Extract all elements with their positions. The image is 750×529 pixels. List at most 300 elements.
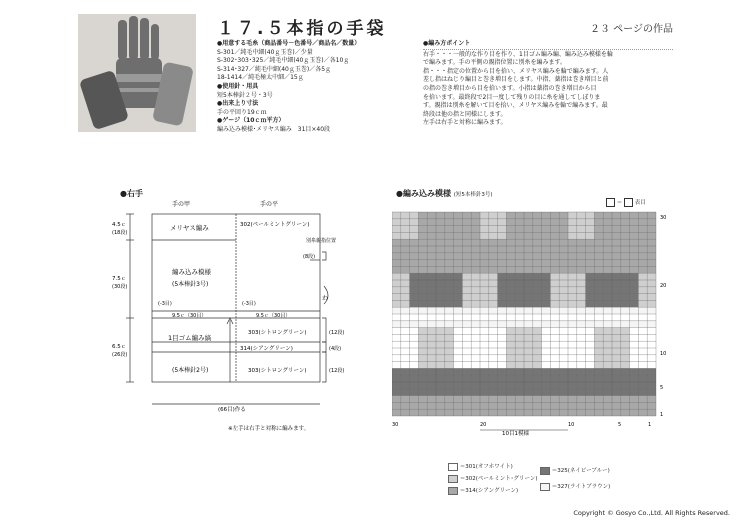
chart-cell [471,219,480,226]
needles-text: 短5本棒針２号・3号 [217,91,273,99]
chart-cell [647,300,656,307]
chart-cell [586,294,595,301]
chart-cell [445,409,454,416]
right-hand-heading: ●右手 [120,189,143,198]
chart-cell [489,294,498,301]
chart-cell [445,402,454,409]
chart-cell [427,334,436,341]
chart-cell [550,389,559,396]
chart-cell [586,389,595,396]
legend-label: ＝327(ライトブラウン) [551,484,611,490]
chart-cell [410,219,419,226]
chart-cell [427,266,436,273]
chart-cell [392,321,401,328]
chart-cell [612,328,621,335]
chart-cell [621,219,630,226]
chart-cell [638,348,647,355]
chart-cell [647,226,656,233]
chart-cell [436,232,445,239]
chart-cell [454,253,463,260]
chart-cell [621,232,630,239]
chart-cell [454,409,463,416]
chart-cell [480,260,489,267]
chart-cell [603,253,612,260]
chart-cell [392,362,401,369]
chart-cell [506,314,515,321]
chart-cell [454,396,463,403]
chart-cell [630,287,639,294]
chart-cell [498,396,507,403]
chart-cell [542,375,551,382]
chart-cell [621,266,630,273]
chart-cell [506,368,515,375]
chart-cell [436,246,445,253]
chart-cell [515,355,524,362]
chart-cell [533,368,542,375]
chart-cell [480,382,489,389]
chart-cell [436,368,445,375]
chart-cell [436,253,445,260]
chart-cell [550,239,559,246]
chart-cell [603,294,612,301]
chart-cell [506,355,515,362]
chart-cell [630,294,639,301]
chart-cell [489,300,498,307]
chart-cell [594,226,603,233]
chart-cell [621,328,630,335]
chart-cell [462,314,471,321]
chart-cell [506,253,515,260]
chart-cell [542,334,551,341]
chart-cell [647,409,656,416]
chart-cell [506,287,515,294]
chart-cell [436,294,445,301]
chart-cell [542,402,551,409]
chart-cell [647,273,656,280]
chart-cell [471,300,480,307]
chart-cell [489,226,498,233]
chart-cell [454,273,463,280]
chart-cell [498,307,507,314]
row-label: 5 [660,385,664,391]
chart-cell [471,232,480,239]
chart-cell [638,409,647,416]
chart-cell [436,348,445,355]
chart-cell [533,294,542,301]
chart-cell [612,375,621,382]
chart-cell [480,239,489,246]
legend-item-302 [448,474,538,483]
chart-cell [462,368,471,375]
chart-cell [436,266,445,273]
chart-cell [498,280,507,287]
chart-cell [418,368,427,375]
chart-cell [559,334,568,341]
chart-cell [533,307,542,314]
chart-cell [630,328,639,335]
color-314-label: 314(シアングリーン) [240,346,293,352]
chart-cell [401,294,410,301]
chart-cell [612,321,621,328]
points-heading: ●編み方ポイント [423,40,471,47]
chart-cell [550,280,559,287]
chart-cell [498,294,507,301]
chart-cell [524,355,533,362]
chart-cell [568,362,577,369]
chart-cell [586,260,595,267]
materials-block [217,40,360,135]
chart-cell [603,402,612,409]
chart-cell [418,362,427,369]
chart-cell [462,239,471,246]
chart-cell [586,321,595,328]
chart-cell [454,348,463,355]
chart-cell [498,246,507,253]
chart-cell [577,280,586,287]
chart-cell [480,300,489,307]
chart-cell [550,409,559,416]
chart-cell [489,396,498,403]
chart-cell [401,307,410,314]
chart-cell [621,287,630,294]
chart-cell [594,212,603,219]
knit-symbol [606,198,615,207]
chart-cell [462,232,471,239]
chart-cell [603,396,612,403]
chart-cell [533,348,542,355]
chart-cell [436,280,445,287]
chart-cell [480,287,489,294]
chart-cell [436,334,445,341]
chart-cell [489,362,498,369]
chart-cell [427,362,436,369]
knit-legend [606,198,646,207]
chart-cell [603,273,612,280]
chart-cell [594,239,603,246]
chart-cell [568,348,577,355]
chart-cell [586,219,595,226]
chart-cell [410,212,419,219]
chart-cell [533,362,542,369]
chart-cell [630,232,639,239]
section-colorwork: 編み込み模様 [172,268,211,276]
chart-cell [524,212,533,219]
chart-cell [533,334,542,341]
chart-cell [586,300,595,307]
chart-cell [603,389,612,396]
chart-cell [427,212,436,219]
chart-cell [542,219,551,226]
chart-cell [427,273,436,280]
chart-cell [445,273,454,280]
chart-cell [524,307,533,314]
chart-cell [471,253,480,260]
chart-cell [559,409,568,416]
chart-cell [498,314,507,321]
chart-cell [524,334,533,341]
chart-cell [630,396,639,403]
chart-cell [630,375,639,382]
chart-cell [392,389,401,396]
chart-cell [542,287,551,294]
legend-item-314 [448,486,518,495]
chart-cell [533,355,542,362]
chart-cell [594,287,603,294]
chart-cell [594,328,603,335]
chart-cell [410,396,419,403]
chart-cell [621,253,630,260]
chart-cell [550,321,559,328]
chart-cell [489,314,498,321]
chart-cell [515,226,524,233]
chart-cell [533,409,542,416]
width-right: 9.5ｃ（30目） [256,313,291,319]
chart-cell [515,212,524,219]
chart-cell [594,321,603,328]
chart-cell [603,232,612,239]
chart-cell [612,232,621,239]
chart-cell [506,348,515,355]
chart-cell [418,212,427,219]
chart-cell [586,253,595,260]
chart-cell [603,355,612,362]
chart-cell [498,232,507,239]
chart-cell [568,294,577,301]
chart-cell [392,246,401,253]
chart-cell [515,382,524,389]
chart-cell [577,409,586,416]
chart-cell [418,287,427,294]
chart-cell [524,375,533,382]
chart-cell [462,219,471,226]
chart-cell [471,341,480,348]
chart-cell [647,232,656,239]
chart-cell [498,368,507,375]
chart-cell [401,355,410,362]
chart-cell [542,253,551,260]
chart-cell [524,287,533,294]
chart-cell [559,375,568,382]
chart-cell [621,260,630,267]
chart-cell [621,246,630,253]
chart-cell [647,368,656,375]
chart-cell [498,341,507,348]
chart-cell [568,287,577,294]
chart-cell [401,375,410,382]
chart-cell [612,239,621,246]
colorwork-chart [392,210,672,440]
chart-cell [401,246,410,253]
chart-cell [515,375,524,382]
chart-cell [603,280,612,287]
chart-cell [436,226,445,233]
chart-cell [471,328,480,335]
chart-cell [577,368,586,375]
chart-cell [445,334,454,341]
chart-cell [392,212,401,219]
chart-cell [533,212,542,219]
chart-cell [436,341,445,348]
chart-cell [410,266,419,273]
chart-cell [603,239,612,246]
chart-cell [568,334,577,341]
chart-cell [489,307,498,314]
repeat-label: 10目1模様 [502,431,529,437]
chart-cell [471,321,480,328]
chart-cell [445,368,454,375]
chart-cell [410,409,419,416]
chart-cell [436,389,445,396]
chart-cell [436,362,445,369]
chart-cell [392,334,401,341]
chart-cell [594,396,603,403]
page-title: １７.５本指の手袋 [217,19,387,39]
col-palm-label: 手の平 [260,201,279,208]
chart-cell [603,246,612,253]
chart-cell [603,314,612,321]
chart-cell [612,402,621,409]
chart-cell [445,294,454,301]
swatch-325 [540,467,550,475]
chart-cell [559,226,568,233]
chart-cell [559,328,568,335]
chart-cell [445,348,454,355]
chart-cell [630,362,639,369]
chart-cell [401,212,410,219]
chart-cell [533,402,542,409]
chart-cell [436,382,445,389]
chart-cell [392,396,401,403]
chart-cell [550,266,559,273]
chart-cell [506,396,515,403]
chart-cell [533,396,542,403]
chart-cell [603,219,612,226]
chart-cell [427,382,436,389]
chart-cell [489,402,498,409]
chart-cell [612,355,621,362]
chart-cell [427,348,436,355]
chart-cell [603,348,612,355]
chart-cell [586,246,595,253]
chart-cell [550,402,559,409]
chart-cell [550,300,559,307]
chart-cell [454,362,463,369]
chart-cell [542,389,551,396]
chart-cell [462,389,471,396]
ring-mark: わ [322,295,329,302]
swatch-302 [448,475,458,483]
chart-cell [480,375,489,382]
chart-cell [550,294,559,301]
chart-cell [647,246,656,253]
points-text: 右手・・・一般的な作り目を作り、1目ゴム編み編、編み込み模様を輪 で編みます。手の平側の親指位置に別糸を編みます。 指・・・指定の位置から目を拾い、メリヤス編みを輪で編みます。人 差し指はねじり編目と巻き増目をします。中指、薬指は巻き増目と前 の指の巻き増目から目を拾います。小指は薬指の巻き増目から目 を拾います。最終段で2目一度して残りの目に糸を通してしぼりま す。親指は別糸を解いて目を拾い、メリヤス編みを輪で編みます。最 終段は他の指と同様にします。 左手は右手と対称に編みます。 [423,49,673,128]
color-302-label: 302(ペールミントグリーン) [240,222,310,228]
chart-cell [533,314,542,321]
chart-cell [586,226,595,233]
chart-cell [542,232,551,239]
thumb-position-label: 親指位置 [316,238,337,244]
chart-cell [480,280,489,287]
chart-cell [524,362,533,369]
chart-cell [559,368,568,375]
chart-cell [621,273,630,280]
col-label: 20 [480,422,487,428]
chart-cell [436,328,445,335]
chart-cell [418,266,427,273]
chart-cell [498,266,507,273]
chart-cell [524,246,533,253]
chart-cell [638,287,647,294]
chart-cell [638,321,647,328]
chart-cell [612,260,621,267]
chart-cell [559,287,568,294]
chart-cell [454,266,463,273]
chart-cell [568,300,577,307]
col-label: 1 [648,422,652,428]
chart-cell [480,409,489,416]
chart-cell [498,362,507,369]
chart-cell [612,226,621,233]
chart-cell [542,226,551,233]
chart-cell [638,389,647,396]
chart-cell [410,287,419,294]
chart-cell [515,260,524,267]
legend-label: ＝301(オフホワイト) [459,464,513,470]
chart-cell [506,321,515,328]
swatch-301 [448,463,458,471]
chart-cell [630,219,639,226]
chart-cell [568,389,577,396]
chart-cell [427,368,436,375]
chart-cell [594,294,603,301]
chart-cell [471,375,480,382]
chart-cell [524,321,533,328]
chart-cell [445,355,454,362]
chart-cell [498,348,507,355]
chart-cell [559,396,568,403]
chart-cell [418,409,427,416]
chart-cell [410,341,419,348]
chart-cell [489,321,498,328]
chart-cell [506,246,515,253]
chart-cell [542,294,551,301]
chart-cell [568,226,577,233]
chart-cell [568,396,577,403]
chart-cell [445,212,454,219]
chart-cell [480,219,489,226]
chart-cell [410,362,419,369]
chart-cell [533,328,542,335]
chart-cell [586,280,595,287]
width-left: 9.5ｃ（30目） [172,313,207,319]
knit-label: 表目 [634,200,646,206]
chart-cell [577,314,586,321]
chart-cell [577,294,586,301]
chart-cell [524,341,533,348]
row-label: 20 [660,283,667,289]
chart-cell [418,348,427,355]
chart-cell [427,396,436,403]
color-303b-label: 303(シトロングリーン) [248,368,307,374]
chart-cell [506,232,515,239]
chart-cell [550,260,559,267]
chart-cell [568,280,577,287]
chart-cell [506,389,515,396]
chart-cell [454,294,463,301]
chart-cell [533,375,542,382]
chart-cell [410,321,419,328]
chart-cell [436,402,445,409]
